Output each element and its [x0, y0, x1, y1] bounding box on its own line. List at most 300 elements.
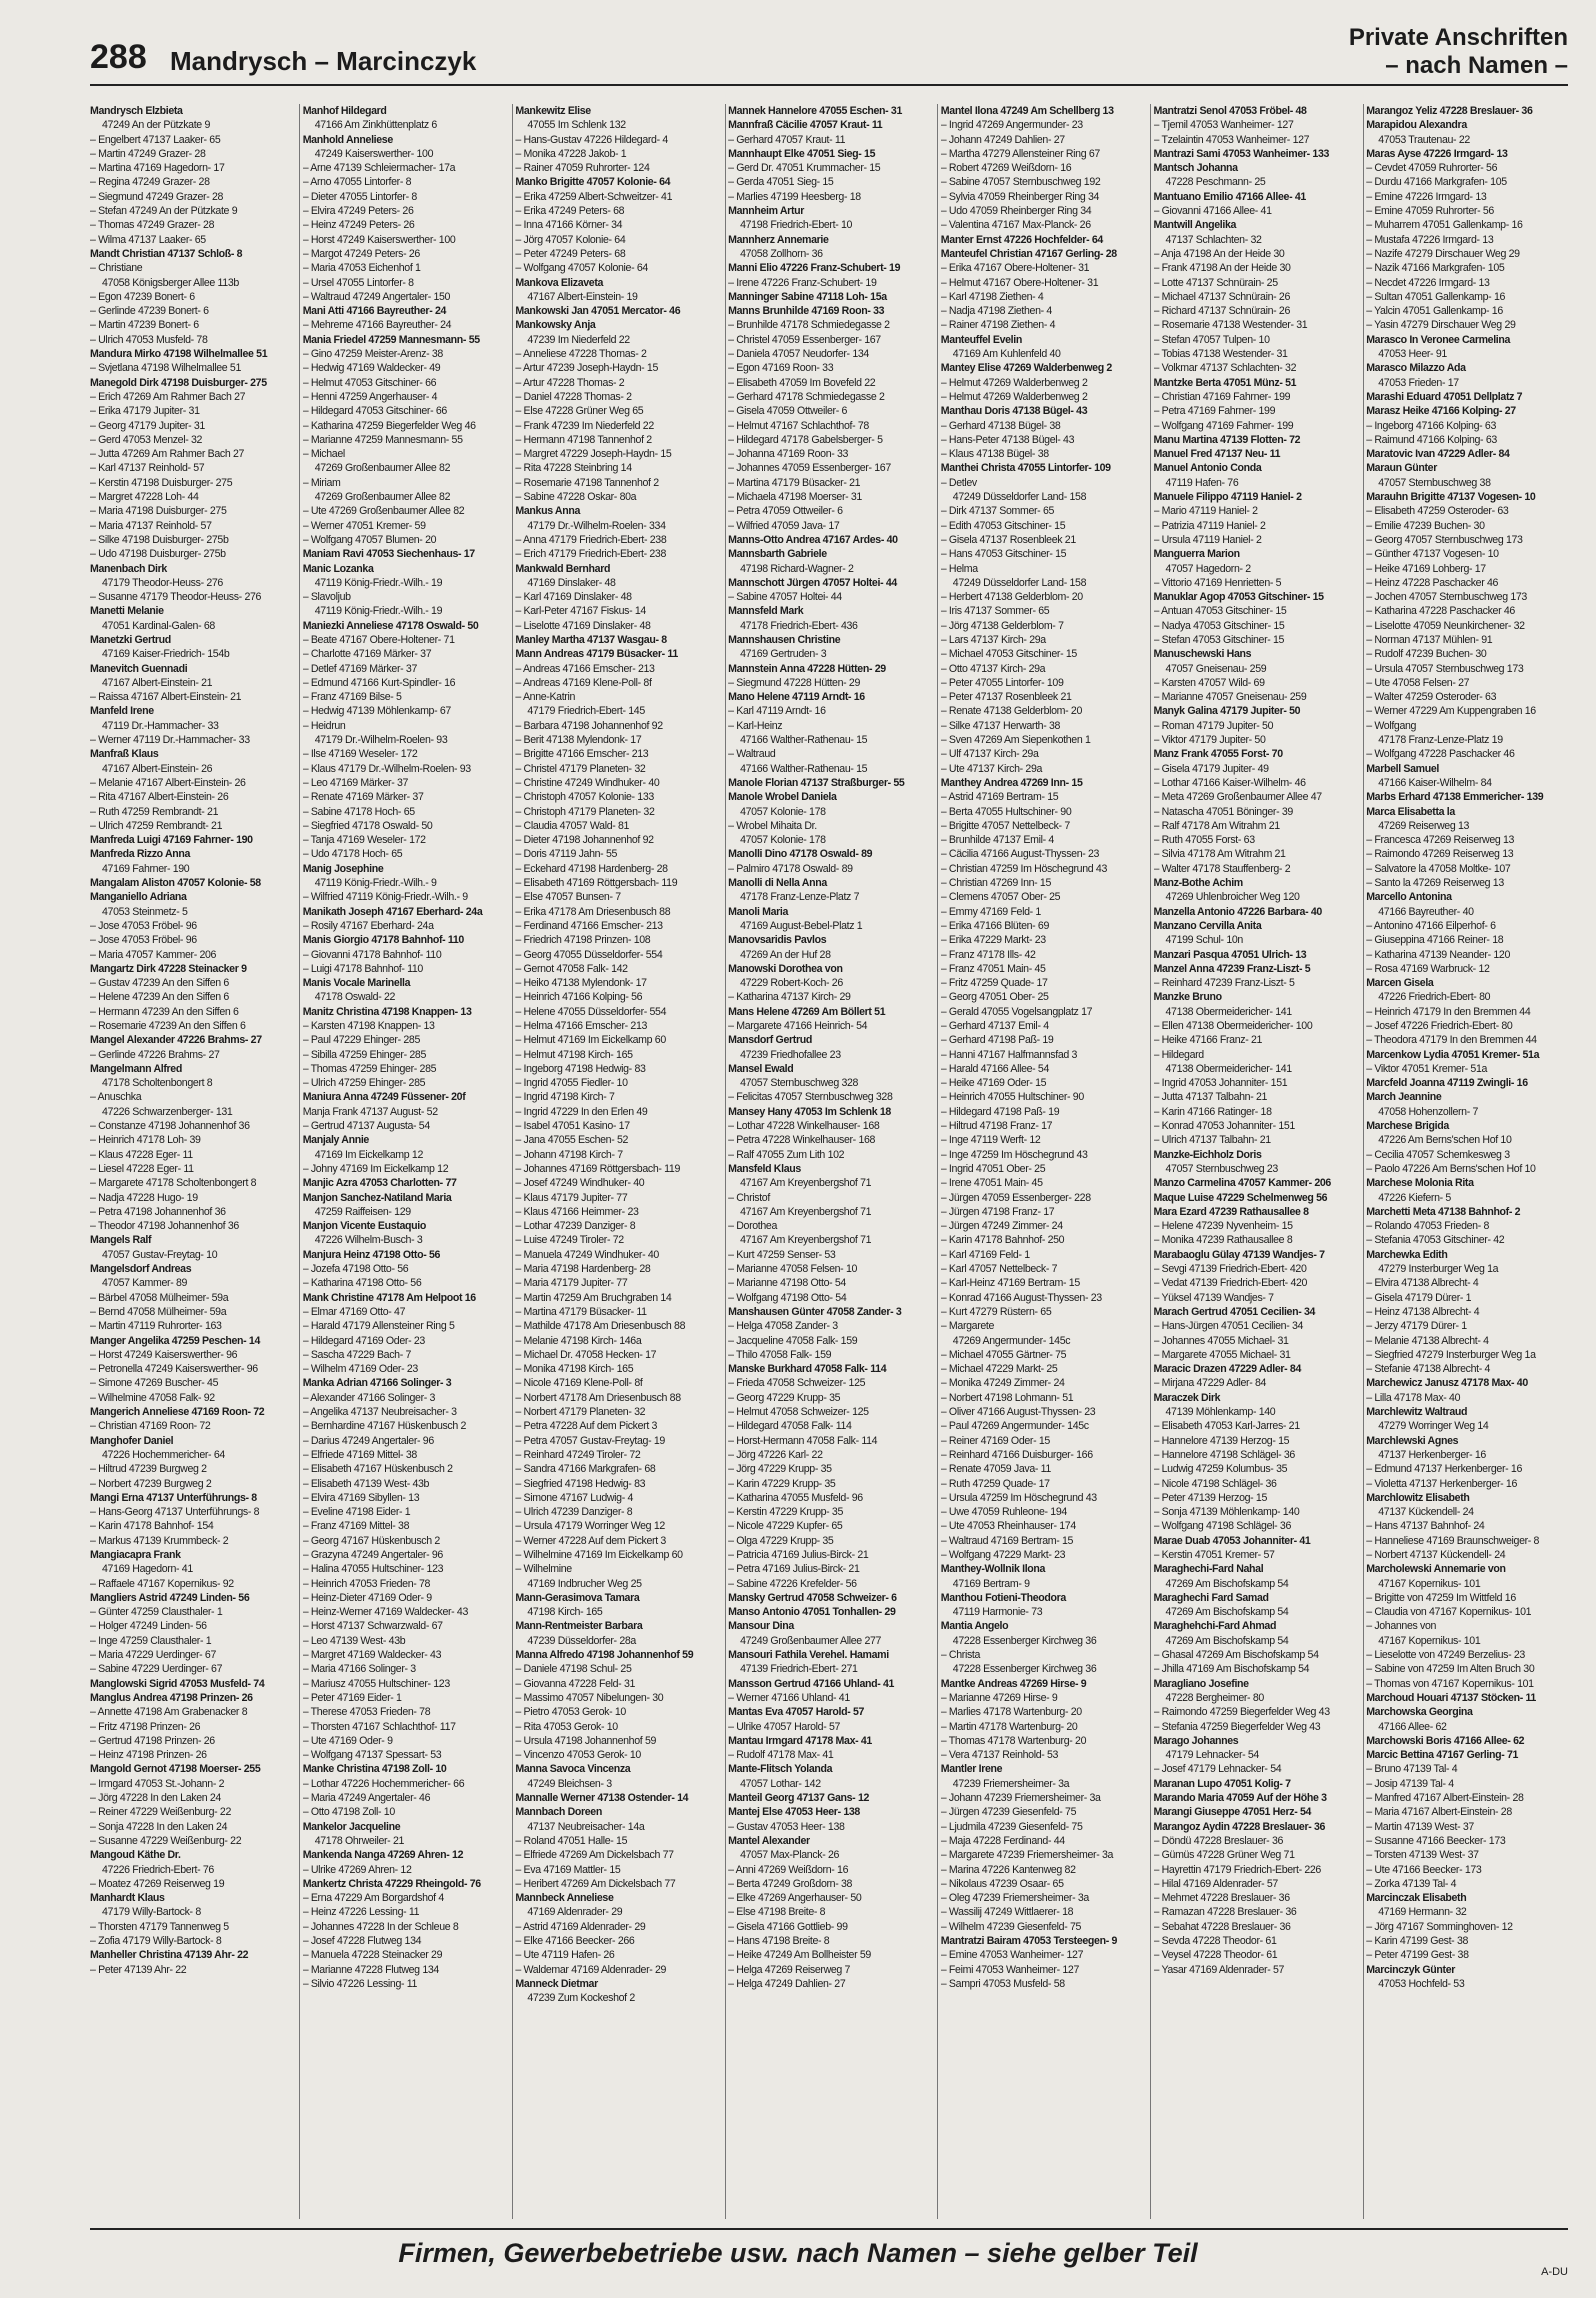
listing-entry: – Klaus 47166 Heimmer- 23 [515, 1205, 639, 1218]
listing-entry: – Edmund 47166 Kurt-Spindler- 16 [302, 676, 456, 689]
listing-entry: 47167 Am Kreyenbergshof 71 [740, 1177, 872, 1190]
listing-entry: – Emine 47226 Irmgard- 13 [1366, 190, 1487, 203]
listing-entry: – Gisela 47179 Jupiter- 49 [1153, 762, 1269, 775]
listing-entry: – Sven 47269 Am Siepenkothen 1 [940, 734, 1091, 747]
listing-entry: – Jürgen 47198 Franz- 17 [940, 1205, 1055, 1218]
listing-entry: – Roland 47051 Halle- 15 [515, 1834, 628, 1847]
listing-entry: – Giovanni 47166 Allee- 41 [1153, 205, 1272, 218]
surname-entry: Marasco In Veronee Carmelina [1366, 333, 1511, 346]
listing-entry: – Walter 47178 Stauffenberg- 2 [1153, 862, 1291, 875]
listing-entry: – Erna 47229 Am Borgardshof 4 [302, 1892, 444, 1905]
listing-entry: – Inna 47166 Körner- 34 [515, 219, 623, 232]
listing-entry: – Elisabeth 47259 Osteroder- 63 [1366, 505, 1509, 518]
listing-entry: – Irene 47051 Main- 45 [940, 1177, 1043, 1190]
surname-entry: Manfeld Irene [90, 705, 154, 718]
listing-entry: – Karl-Peter 47167 Fiskus- 14 [515, 605, 646, 618]
listing-entry: – Wassilij 47249 Wittlaerer- 18 [940, 1906, 1074, 1919]
surname-entry: Mangiacapra Frank [90, 1548, 181, 1561]
listing-entry: – Maria 47057 Kammer- 206 [90, 948, 217, 961]
listing-entry: – Marlies 47178 Wartenburg- 20 [940, 1706, 1082, 1719]
listing-entry: – Gisela 47166 Gottlieb- 99 [728, 1920, 848, 1933]
listing-entry: – Ruth 47055 Forst- 63 [1153, 834, 1255, 847]
listing-entry: 47057 Kammer- 89 [102, 1277, 188, 1290]
listing-entry: – Günter 47259 Clausthaler- 1 [90, 1606, 223, 1619]
listing-entry: – Maria 47229 Uerdinger- 67 [90, 1649, 216, 1662]
listing-entry: – Jozefa 47198 Otto- 56 [302, 1263, 409, 1276]
listing-entry: – Jörg 47229 Krupp- 35 [728, 1463, 832, 1476]
listing-entry: 47199 Schul- 10n [1165, 934, 1243, 947]
surname-entry: Marabaoglu Gülay 47139 Wandjes- 7 [1153, 1248, 1325, 1261]
listing-entry: – Liesel 47228 Eger- 11 [90, 1162, 194, 1175]
listing-entry: – Margret 47229 Joseph-Haydn- 15 [515, 448, 672, 461]
listing-entry: – Giovanna 47228 Feld- 31 [515, 1677, 636, 1690]
listing-entry: – Engelbert 47137 Laaker- 65 [90, 133, 221, 146]
surname-entry: Mansdorf Gertrud [728, 1034, 812, 1047]
listing-entry: – Doris 47119 Jahn- 55 [515, 848, 618, 861]
surname-entry: Marchlewitz Waltraud [1366, 1406, 1468, 1419]
listing-entry: – Nadya 47053 Gitschiner- 15 [1153, 619, 1285, 632]
listing-entry: – Sandra 47166 Markgrafen- 68 [515, 1463, 656, 1476]
listing-entry: – Wolfgang 47057 Kolonie- 64 [515, 262, 648, 275]
listing-entry: 47058 Königsberger Allee 113b [102, 276, 239, 289]
surname-entry: Maque Luise 47229 Schelmenweg 56 [1153, 1191, 1328, 1204]
listing-entry: – Ingeborg 47198 Hedwig- 83 [515, 1062, 646, 1075]
listing-entry: – Massimo 47057 Nibelungen- 30 [515, 1691, 664, 1704]
surname-entry: Mannbach Doreen [515, 1806, 602, 1819]
listing-entry: 47119 Dr.-Hammacher- 33 [102, 719, 219, 732]
listing-entry: – Henni 47259 Angerhauser- 4 [302, 390, 438, 403]
surname-entry: Marchewicz Janusz 47178 Max- 40 [1366, 1377, 1528, 1390]
listing-entry: 47053 Frieden- 17 [1378, 376, 1459, 389]
listing-entry: 47179 Lehnacker- 54 [1165, 1749, 1259, 1762]
surname-entry: Mankwald Bernhard [515, 562, 611, 575]
listing-entry: – Feimi 47053 Wanheimer- 127 [940, 1963, 1079, 1976]
surname-entry: Manteil Georg 47137 Gans- 12 [728, 1792, 870, 1805]
listing-entry: – Heinz-Werner 47169 Waldecker- 43 [302, 1606, 469, 1619]
listing-entry: – Jochen 47057 Sternbuschweg 173 [1366, 591, 1527, 604]
listing-entry: 47178 Scholtenbongert 8 [102, 1077, 213, 1090]
listing-entry: – Katharina 47259 Biegerfelder Weg 46 [302, 419, 476, 432]
listing-entry: – Inge 47119 Werft- 12 [940, 1134, 1041, 1147]
listing-entry: – Berit 47138 Mylendonk- 17 [515, 734, 642, 747]
surname-entry: Manhardt Klaus [90, 1892, 165, 1905]
surname-entry: Manolli di Nella Anna [728, 877, 827, 890]
listing-entry: Manja Frank 47137 August- 52 [302, 1105, 438, 1118]
listing-entry: – Slavoljub [302, 591, 351, 604]
listing-entry: – Ursel 47055 Lintorfer- 8 [302, 276, 414, 289]
surname-entry: Marchoud Houari 47137 Stöcken- 11 [1366, 1691, 1536, 1704]
listing-entry: – Kerstin 47198 Duisburger- 275 [90, 476, 233, 489]
listing-entry: – Erika 47167 Obere-Holtener- 31 [940, 262, 1090, 275]
listing-entry: 47169 Indbrucher Weg 25 [527, 1577, 642, 1590]
surname-entry: Marasco Milazzo Ada [1366, 362, 1466, 375]
listing-entry: – Rudolf 47239 Buchen- 30 [1366, 648, 1487, 661]
surname-entry: Mantau Irmgard 47178 Max- 41 [728, 1734, 872, 1747]
listing-entry: – Josef 47228 Flutweg 134 [302, 1935, 422, 1947]
listing-entry: – Margot 47249 Peters- 26 [302, 247, 420, 260]
listing-entry: – Maria 47137 Reinhold- 57 [90, 519, 212, 532]
listing-entry: – Heiko 47138 Mylendonk- 17 [515, 977, 647, 990]
listing-entry: – Thomas von 47167 Kopernikus- 101 [1366, 1677, 1534, 1690]
listing-entry: – Gisela 47179 Dürer- 1 [1366, 1291, 1472, 1304]
listing-entry: 47269 Am Bischofskamp 54 [1165, 1577, 1289, 1590]
listing-entry: – Rolando 47053 Frieden- 8 [1366, 1220, 1490, 1233]
surname-entry: Manyk Galina 47179 Jupiter- 50 [1153, 705, 1301, 718]
listing-entry: – Michael Dr. 47058 Hecken- 17 [515, 1348, 657, 1361]
listing-entry: 47167 Albert-Einstein- 19 [527, 290, 638, 303]
section-title-line1: Private Anschriften [1348, 24, 1568, 51]
listing-entry: – Elvira 47138 Albrecht- 4 [1366, 1277, 1479, 1290]
listing-entry: – Helmut 47053 Gitschiner- 66 [302, 376, 437, 389]
listing-entry: – Dirk 47137 Sommer- 65 [940, 505, 1055, 518]
listing-entry: – Heinz 47228 Paschacker 46 [1366, 576, 1499, 589]
listing-entry: – Petra 47228 Winkelhauser- 168 [728, 1134, 876, 1147]
surname-entry: Marchetti Meta 47138 Bahnhof- 2 [1366, 1205, 1521, 1218]
listing-entry: – Rosemarie 47239 An den Siffen 6 [90, 1020, 246, 1032]
surname-entry: Mansky Gertrud 47058 Schweizer- 6 [728, 1591, 897, 1604]
surname-entry: Mankenda Nanga 47269 Ahren- 12 [302, 1849, 464, 1862]
surname-entry: Mania Friedel 47259 Mannesmann- 55 [302, 333, 480, 346]
listing-entry: 47169 Dinslaker- 48 [527, 576, 616, 589]
listing-entry: – Michaela 47198 Moerser- 31 [728, 491, 862, 504]
listing-entry: – Jörg 47228 In den Laken 24 [90, 1792, 221, 1805]
surname-entry: Mantel Ilona 47249 Am Schellberg 13 [940, 105, 1114, 117]
listing-entry: – Marianne 47228 Flutweg 134 [302, 1963, 439, 1976]
surname-entry: Marangoz Aydin 47228 Breslauer- 36 [1153, 1820, 1326, 1833]
surname-entry: Manzari Pasqua 47051 Ulrich- 13 [1153, 948, 1307, 961]
listing-entry: – Hayrettin 47179 Friedrich-Ebert- 226 [1153, 1863, 1321, 1876]
listing-entry: – Charlotte 47169 Märker- 37 [302, 648, 432, 661]
listing-entry: – Anne-Katrin [515, 691, 576, 704]
surname-entry: Mansouri Fathila Verehel. Hamami [728, 1649, 889, 1662]
listing-entry: 47053 Steinmetz- 5 [102, 905, 188, 918]
listing-entry: – Jacqueline 47058 Falk- 159 [728, 1334, 858, 1347]
listing-entry: – Sabine 47057 Holtei- 44 [728, 591, 842, 604]
listing-entry: – Johannes 47228 In der Schleue 8 [302, 1920, 459, 1933]
listing-entry: – Ulrich 47137 Talbahn- 21 [1153, 1134, 1271, 1147]
listing-entry: – Johannes 47169 Röttgersbach- 119 [515, 1162, 680, 1175]
listing-entry: – Raffaele 47167 Kopernikus- 92 [90, 1577, 234, 1590]
surname-entry: Mandt Christian 47137 Schloß- 8 [90, 247, 243, 260]
listing-entry: 47053 Heer- 91 [1378, 348, 1447, 361]
listing-entry: – Brunhilde 47178 Schmiedegasse 2 [728, 319, 890, 332]
listing-entry: – Horst-Hermann 47058 Falk- 114 [728, 1434, 878, 1447]
listing-entry: – Christoph 47057 Kolonie- 133 [515, 791, 654, 804]
listing-entry: – Ilse 47169 Weseler- 172 [302, 748, 418, 761]
listing-entry: 47269 Großenbaumer Allee 82 [314, 462, 451, 475]
listing-entry: 47179 Dr.-Wilhelm-Roelen- 334 [527, 519, 666, 532]
surname-entry: Mangold Gernot 47198 Moerser- 255 [90, 1763, 261, 1776]
listing-entry: – Peter 47249 Peters- 68 [515, 247, 626, 260]
listing-entry: 47139 Friedrich-Ebert- 271 [740, 1663, 858, 1676]
listing-entry: – Wilhelmine 47058 Falk- 92 [90, 1391, 215, 1404]
listing-entry: – Konrad 47053 Johanniter- 151 [1153, 1120, 1295, 1133]
listing-entry: – Maria 47249 Angertaler- 46 [302, 1792, 431, 1805]
listing-entry: 47057 Gneisenau- 259 [1165, 662, 1267, 675]
listing-entry: – Emine 47053 Wanheimer- 127 [940, 1949, 1084, 1962]
listing-entry: 47057 Sternbuschweg 23 [1165, 1162, 1278, 1175]
listing-entry: – Christian 47269 Inn- 15 [940, 877, 1052, 890]
surname-entry: Maratovic Ivan 47229 Adler- 84 [1366, 448, 1510, 461]
listing-entry: – Wilma 47137 Laaker- 65 [90, 233, 206, 246]
listing-entry: – Halina 47055 Hultschiner- 123 [302, 1563, 444, 1576]
listing-entry: – Hermann 47198 Tannenhof 2 [515, 433, 652, 446]
listing-entry: – Ruth 47259 Quade- 17 [940, 1477, 1050, 1490]
listing-entry: 47269 Großenbaumer Allee 82 [314, 491, 451, 504]
listing-entry: 47169 Fahrner- 190 [102, 862, 190, 875]
listing-entry: – Waldemar 47169 Aldenrader- 29 [515, 1963, 667, 1976]
listing-entry: – Darius 47249 Angertaler- 96 [302, 1434, 434, 1447]
listing-entry: – Lilla 47178 Max- 40 [1366, 1391, 1461, 1404]
surname-entry: Marcenkow Lydia 47051 Kremer- 51a [1366, 1048, 1540, 1061]
listing-entry: – Franz 47051 Main- 45 [940, 962, 1046, 975]
directory-column-6 [1154, 104, 1360, 2219]
listing-entry: 47198 Kirch- 165 [527, 1606, 603, 1619]
listing-entry: – Raimondo 47269 Reiserweg 13 [1366, 848, 1514, 861]
surname-entry: Marapidou Alexandra [1366, 119, 1467, 132]
listing-entry: – Helga 47249 Dahlien- 27 [728, 1977, 846, 1990]
listing-entry: – Sevgi 47139 Friedrich-Ebert- 420 [1153, 1263, 1307, 1276]
listing-entry: – Peter 47139 Herzog- 15 [1153, 1491, 1268, 1504]
listing-entry: – Inge 47259 Clausthaler- 1 [90, 1634, 212, 1647]
surname-entry: Manenbach Dirk [90, 562, 167, 575]
surname-entry: Mankelor Jacqueline [302, 1820, 401, 1833]
listing-entry: – Heinrich 47178 Loh- 39 [90, 1134, 201, 1147]
listing-entry: – Jhilla 47169 Am Bischofskamp 54 [1153, 1663, 1310, 1676]
listing-entry: – Dieter 47055 Lintorfer- 8 [302, 190, 417, 203]
listing-entry: – Reinhard 47249 Tiroler- 72 [515, 1448, 641, 1461]
listing-entry: – Jürgen 47059 Essenberger- 228 [940, 1191, 1091, 1204]
listing-entry: – Anuschka [90, 1091, 142, 1104]
listing-entry: 47249 An der Pützkate 9 [102, 119, 210, 132]
listing-entry: – Martin 47119 Ruhrorter- 163 [90, 1320, 222, 1333]
listing-entry: – Christel 47179 Planeten- 32 [515, 762, 646, 775]
listing-entry: – Claudia 47057 Wald- 81 [515, 819, 630, 832]
surname-entry: Mannstein Anna 47228 Hütten- 29 [728, 662, 886, 675]
listing-entry: – Hans 47053 Gitschiner- 15 [940, 548, 1067, 561]
listing-entry: – Sebahat 47228 Breslauer- 36 [1153, 1920, 1291, 1933]
listing-entry: – Bernd 47058 Mülheimer- 59a [90, 1305, 227, 1318]
listing-entry: 47169 Hagedorn- 41 [102, 1563, 193, 1576]
listing-entry: – Petra 47057 Gustav-Freytag- 19 [515, 1434, 665, 1447]
listing-entry: – Rosily 47167 Eberhard- 24a [302, 919, 434, 932]
listing-entry: – Thorsten 47179 Tannenweg 5 [90, 1920, 229, 1933]
listing-entry: – Wolfgang [1366, 719, 1417, 732]
listing-entry: 47249 Düsseldorfer Land- 158 [952, 491, 1087, 504]
surname-entry: Mangliers Astrid 47249 Linden- 56 [90, 1591, 250, 1604]
listing-entry: – Elisabeth 47139 West- 43b [302, 1477, 430, 1490]
listing-entry: – Wolfgang 47057 Blumen- 20 [302, 533, 437, 546]
listing-entry: – Clemens 47057 Ober- 25 [940, 891, 1061, 904]
listing-entry: – Renate 47169 Märker- 37 [302, 791, 424, 804]
listing-entry: – Berta 47249 Großdorn- 38 [728, 1877, 853, 1890]
listing-entry: – Erich 47269 Am Rahmer Bach 27 [90, 390, 246, 403]
listing-entry: 47058 Hohenzollern- 7 [1378, 1105, 1479, 1118]
listing-entry: – Georg 47167 Hüskenbusch 2 [302, 1534, 440, 1547]
surname-entry: Manthou Fotieni-Theodora [940, 1591, 1066, 1604]
listing-entry: – Fritz 47259 Quade- 17 [940, 977, 1048, 990]
listing-entry: – Heike 47169 Oder- 15 [940, 1077, 1047, 1090]
surname-entry: Mantratzi Bairam 47053 Tersteegen- 9 [940, 1935, 1118, 1947]
surname-entry: Marach Gertrud 47051 Cecilien- 34 [1153, 1305, 1316, 1318]
listing-entry: – Georg 47057 Sternbuschweg 173 [1366, 533, 1523, 546]
surname-entry: Manuel Antonio Conda [1153, 462, 1262, 475]
listing-entry: – Volkmar 47137 Schlachten- 32 [1153, 362, 1297, 375]
surname-entry: Manglowski Sigrid 47053 Musfeld- 74 [90, 1677, 265, 1690]
listing-entry: – Johann 47249 Dahlien- 27 [940, 133, 1065, 146]
listing-entry: 47167 Am Kreyenbergshof 71 [740, 1234, 872, 1247]
listing-entry: – Waltraud 47249 Angertaler- 150 [302, 290, 451, 303]
listing-entry: – Elke 47166 Beecker- 266 [515, 1935, 635, 1947]
listing-entry: – Heinz 47249 Peters- 26 [302, 219, 415, 232]
listing-entry: – Stefania 47053 Gitschiner- 42 [1366, 1234, 1505, 1247]
listing-entry: 47198 Friedrich-Ebert- 10 [740, 219, 853, 232]
surname-entry: Manthey Andrea 47269 Inn- 15 [940, 776, 1083, 789]
listing-entry: – Beate 47167 Obere-Holtener- 71 [302, 633, 455, 646]
listing-entry: – Klaus 47179 Jupiter- 77 [515, 1191, 628, 1204]
listing-entry: – Daniela 47057 Neudorfer- 134 [728, 348, 869, 361]
listing-entry: – Wilfried 47119 König-Friedr.-Wilh.- 9 [302, 891, 468, 904]
surname-entry: Mannalle Werner 47138 Ostender- 14 [515, 1792, 689, 1805]
listing-entry: – Paul 47229 Ehinger- 285 [302, 1034, 420, 1047]
listing-entry: – Herbert 47138 Gelderblom- 20 [940, 591, 1083, 604]
surname-entry: Manzel Anna 47239 Franz-Liszt- 5 [1153, 962, 1311, 975]
listing-entry: 47169 Hermann- 32 [1378, 1906, 1467, 1919]
listing-entry: – Gerhard 47057 Kraut- 11 [728, 133, 846, 146]
listing-entry: – Monika 47249 Zimmer- 24 [940, 1377, 1065, 1390]
listing-entry: – Gerlinde 47239 Bonert- 6 [90, 305, 209, 318]
listing-entry: – Ursula 47057 Sternbuschweg 173 [1366, 662, 1524, 675]
listing-entry: – Jerzy 47179 Dürer- 1 [1366, 1320, 1467, 1333]
listing-entry: – Raimondo 47259 Biegerfelder Weg 43 [1153, 1706, 1330, 1719]
listing-entry: – Fritz 47198 Prinzen- 26 [90, 1720, 201, 1733]
listing-entry: – Mariusz 47055 Hultschiner- 123 [302, 1677, 450, 1690]
listing-entry: – Susanne 47229 Weißenburg- 22 [90, 1834, 242, 1847]
listing-entry: – Andreas 47169 Klene-Poll- 8f [515, 676, 652, 689]
listing-entry: – Martin 47259 Am Bruchgraben 14 [515, 1291, 672, 1304]
listing-entry: – Tanja 47169 Weseler- 172 [302, 834, 426, 847]
listing-entry: 47137 Neubreisacher- 14a [527, 1820, 645, 1833]
listing-entry: – Udo 47178 Hoch- 65 [302, 848, 403, 861]
listing-entry: – Walter 47259 Osteroder- 63 [1366, 691, 1497, 704]
listing-entry: – Karl 47169 Feld- 1 [940, 1248, 1030, 1261]
listing-entry: – Lothar 47166 Kaiser-Wilhelm- 46 [1153, 776, 1306, 789]
listing-entry: – Norbert 47198 Lohmann- 51 [940, 1391, 1074, 1404]
listing-entry: 47166 Walther-Rathenau- 15 [740, 762, 868, 775]
listing-entry: – Bernhardine 47167 Hüskenbusch 2 [302, 1420, 467, 1433]
listing-entry: – Wilhelmine [515, 1563, 572, 1576]
surname-entry: Mantuano Emilio 47166 Allee- 41 [1153, 190, 1306, 203]
listing-entry: – Wolfgang 47228 Paschacker 46 [1366, 748, 1515, 761]
listing-entry: 47139 Möhlenkamp- 140 [1165, 1406, 1276, 1419]
surname-entry: Marcfeld Joanna 47119 Zwingli- 16 [1366, 1077, 1528, 1090]
listing-entry: – Norbert 47178 Am Driesenbusch 88 [515, 1391, 681, 1404]
listing-entry: – Tzelaintin 47053 Wanheimer- 127 [1153, 133, 1310, 146]
listing-entry: – Sonja 47228 In den Laken 24 [90, 1820, 228, 1833]
surname-entry: Manhof Hildegard [302, 105, 387, 117]
surname-entry: Maracic Drazen 47229 Adler- 84 [1153, 1363, 1302, 1376]
listing-entry: 47053 Trautenau- 22 [1378, 133, 1470, 146]
listing-entry: – Gerd 47053 Menzel- 32 [90, 433, 203, 446]
listing-entry: – Hildegard 47178 Gabelsberger- 5 [728, 433, 883, 446]
listing-entry: – Nadja 47198 Ziethen- 4 [940, 305, 1052, 318]
listing-entry: – Melanie 47138 Albrecht- 4 [1366, 1334, 1489, 1347]
surname-entry: Manoli Maria [728, 905, 789, 918]
listing-entry: – Peter 47169 Eider- 1 [302, 1691, 402, 1704]
listing-entry: – Katharina 47228 Paschacker 46 [1366, 605, 1515, 618]
surname-entry: Marchese Brigida [1366, 1120, 1449, 1133]
listing-entry: – Norbert 47179 Planeten- 32 [515, 1406, 646, 1419]
listing-entry: – Rita 47228 Steinbring 14 [515, 462, 632, 475]
surname-entry: Mankewitz Elise [515, 105, 591, 117]
listing-entry: – Siegfried 47279 Insterburger Weg 1a [1366, 1348, 1536, 1361]
listing-entry: 47226 Schwarzenberger- 131 [102, 1105, 233, 1118]
listing-entry: 47119 König-Friedr.-Wilh.- 19 [314, 605, 443, 618]
listing-entry: – Eckehard 47198 Hardenberg- 28 [515, 862, 668, 875]
listing-entry: – Hermann 47239 An den Siffen 6 [90, 1005, 239, 1018]
listing-entry: 47169 August-Bebel-Platz 1 [740, 919, 863, 932]
listing-entry: – Maria 47053 Eichenhof 1 [302, 262, 421, 275]
listing-entry: – Vittorio 47169 Henrietten- 5 [1153, 576, 1282, 589]
listing-entry: – Hans 47198 Breite- 8 [728, 1935, 830, 1947]
listing-entry: – Tobias 47138 Westender- 31 [1153, 348, 1288, 361]
surname-entry: Manis Vocale Marinella [302, 977, 411, 990]
listing-entry: – Ute 47137 Kirch- 29a [940, 762, 1043, 775]
listing-entry: – Konrad 47166 August-Thyssen- 23 [940, 1291, 1102, 1304]
listing-entry: – Gerhard 47178 Schmiedegasse 2 [728, 390, 885, 403]
surname-entry: Manjon Sanchez-Natiland Maria [302, 1191, 452, 1204]
listing-entry: – Moatez 47269 Reiserweg 19 [90, 1877, 225, 1890]
listing-entry: – Lothar 47239 Danziger- 8 [515, 1220, 636, 1233]
column-divider [1150, 104, 1151, 2219]
listing-entry: – Helene 47239 Nyvenheim- 15 [1153, 1220, 1293, 1233]
listing-entry: – Harald 47179 Allensteiner Ring 5 [302, 1320, 455, 1333]
listing-entry: – Kurt 47279 Rüstern- 65 [940, 1305, 1052, 1318]
surname-entry: Marcinczyk Günter [1366, 1963, 1456, 1976]
surname-entry: Manske Burkhard 47058 Falk- 114 [728, 1363, 887, 1376]
listing-entry: – Katharina 47198 Otto- 56 [302, 1277, 422, 1290]
listing-entry: – Dorothea [728, 1220, 778, 1233]
listing-entry: – Hanneliese 47169 Braunschweiger- 8 [1366, 1534, 1540, 1547]
surname-entry: March Jeannine [1366, 1091, 1442, 1104]
surname-entry: Manfreda Rizzo Anna [90, 848, 191, 861]
listing-entry: – Stefan 47053 Gitschiner- 15 [1153, 633, 1285, 646]
listing-entry: – Mathilde 47178 Am Driesenbusch 88 [515, 1320, 686, 1333]
surname-entry: Mankowsky Anja [515, 319, 596, 332]
listing-entry: – Vincenzo 47053 Gerok- 10 [515, 1749, 641, 1762]
listing-entry: – Oleg 47239 Friemersheimer- 3a [940, 1892, 1089, 1905]
surname-entry: Manetzki Gertrud [90, 633, 171, 646]
listing-entry: 47179 Friedrich-Ebert- 145 [527, 705, 645, 718]
surname-entry: Mannbeck Anneliese [515, 1892, 614, 1905]
surname-entry: Mantler Irene [940, 1763, 1003, 1776]
listing-entry: – Simone 47167 Ludwig- 4 [515, 1491, 634, 1504]
listing-entry: – Leo 47139 West- 43b [302, 1634, 406, 1647]
listing-entry: – Thilo 47058 Falk- 159 [728, 1348, 832, 1361]
surname-entry: Manghofer Daniel [90, 1434, 174, 1447]
listing-entry: – Petronella 47249 Kaiserswerther- 96 [90, 1363, 258, 1376]
listing-entry: – Jutta 47269 Am Rahmer Bach 27 [90, 448, 245, 461]
listing-entry: – Sabine 47229 Uerdinger- 67 [90, 1663, 223, 1676]
listing-entry: – Daniel 47228 Thomas- 2 [515, 390, 632, 403]
surname-entry: Marbell Samuel [1366, 762, 1440, 775]
header-divider [90, 84, 1568, 86]
surname-entry: Mansey Hany 47053 Im Schlenk 18 [728, 1105, 891, 1118]
surname-entry: Maras Ayse 47226 Irmgard- 13 [1366, 147, 1508, 160]
listing-entry: – Wolfgang 47198 Schlägel- 36 [1153, 1520, 1291, 1533]
listing-entry: – Pietro 47053 Gerok- 10 [515, 1706, 626, 1719]
listing-entry: 47057 Kolonie- 178 [740, 805, 826, 818]
